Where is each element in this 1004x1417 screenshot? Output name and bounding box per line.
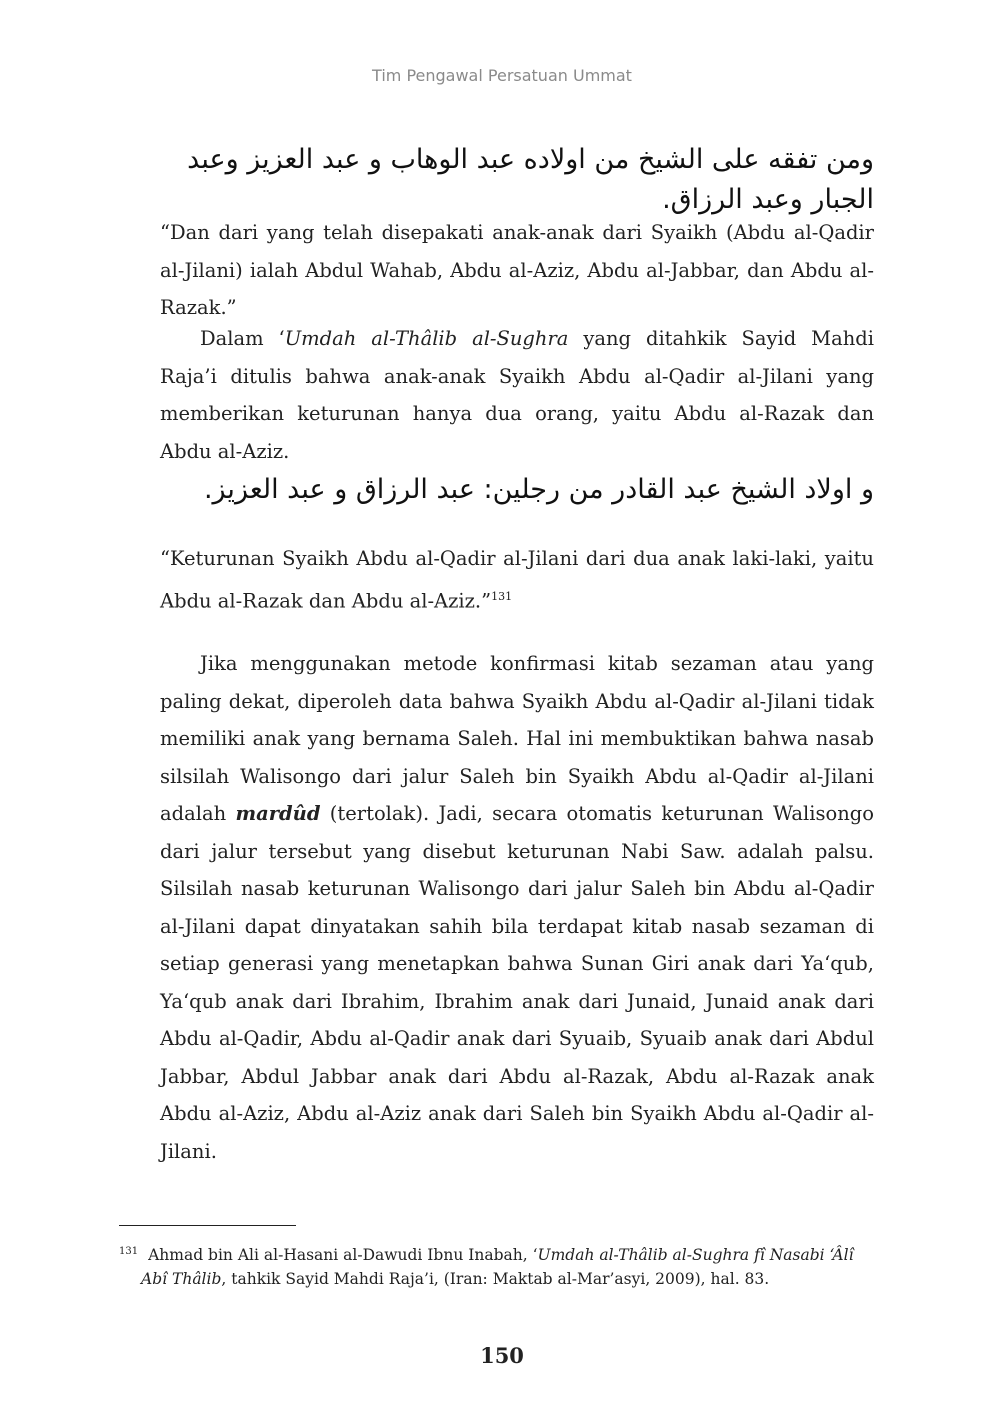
footnote bbox=[119, 1240, 879, 1291]
footnote-number: 131 bbox=[119, 1246, 139, 1257]
emphasized-term: mardûd bbox=[235, 802, 321, 825]
translation-text: “Keturunan Syaikh Abdu al-Qadir al-Jilani dari dua anak laki-laki, yaitu Abdu al-Razak dan Abdu al-Aziz.” bbox=[160, 547, 874, 612]
running-header: Tim Pengawal Persatuan Ummat bbox=[372, 66, 632, 85]
paragraph-text: yang ditahkik Sayid Mahdi Raja’i ditulis bahwa anak-anak Syaikh Abdu al-Qadir al-Jilani yang memberikan keturunan hanya dua orang, yaitu Abdu al-Razak dan Abdu al-Aziz. bbox=[160, 327, 874, 463]
arabic-quote-1: ومن تفقه على الشيخ من اولاده عبد الوهاب و عبد العزيز وعبد الجبار وعبد الرزاق. bbox=[187, 144, 874, 215]
body-paragraph-1 bbox=[160, 320, 874, 470]
footnote-title-cont: Abî Thâlib bbox=[141, 1270, 222, 1289]
arabic-quote-2: و اولاد الشيخ عبد القادر من رجلين: عبد الرزاق و عبد العزيز. bbox=[203, 474, 874, 505]
page-number: 150 bbox=[480, 1343, 524, 1368]
paragraph-text: (tertolak). Jadi, secara otomatis keturunan Walisongo dari jalur tersebut yang disebut keturunan Nabi Saw. adalah palsu. Silsilah nasab keturunan Walisongo dari jalur Saleh bin Abdu al-Qadir al-Jilani dapat dinyatakan sahih bila terdapat kitab nasab sezaman di setiap generasi yang menetapkan bahwa Sunan Giri anak dari Ya‘qub, Ya‘qub anak dari Ibrahim, Ibrahim anak dari Junaid, Junaid anak dari Abdu al-Qadir, Abdu al-Qadir anak dari Syuaib, Syuaib anak dari Abdul Jabbar, Abdul Jabbar anak dari Abdu al-Razak, Abdu al-Razak anak Abdu al-Aziz, Abdu al-Aziz anak dari Saleh bin Syaikh Abdu al-Qadir al-Jilani. bbox=[160, 802, 875, 1163]
paragraph-text: Dalam ‘ bbox=[200, 327, 285, 350]
book-title: Umdah al-Thâlib al-Sughra bbox=[284, 327, 569, 350]
footnote-details: , tahkik Sayid Mahdi Raja’i, (Iran: Maktab al-Mar’asyi, 2009), hal. 83. bbox=[221, 1270, 770, 1289]
footnote-title: Umdah al-Thâlib al-Sughra fî Nasabi ‘Âlî bbox=[537, 1246, 854, 1265]
footnote-author: Ahmad bin Ali al-Hasani al-Dawudi Ibnu Inabah, ‘ bbox=[148, 1246, 538, 1265]
translation-quote-2 bbox=[160, 540, 874, 620]
translation-quote-1: “Dan dari yang telah disepakati anak-anak dari Syaikh (Abdu al-Qadir al-Jilani) ialah Abdul Wahab, Abdu al-Aziz, Abdu al-Jabbar, dan Abdu al-Razak.” bbox=[160, 221, 874, 319]
footnote-divider bbox=[119, 1225, 296, 1226]
footnote-reference[interactable]: 131 bbox=[491, 589, 513, 603]
body-paragraph-2 bbox=[160, 645, 874, 1170]
paragraph-text: Jika menggunakan metode konfirmasi kitab sezaman atau yang paling dekat, diperoleh data bahwa Syaikh Abdu al-Qadir al-Jilani tidak memiliki anak yang bernama Saleh. Hal ini membuktikan bahwa nasab silsilah Walisongo dari jalur Saleh bin Syaikh Abdu al-Qadir al-Jilani adalah bbox=[160, 652, 874, 825]
